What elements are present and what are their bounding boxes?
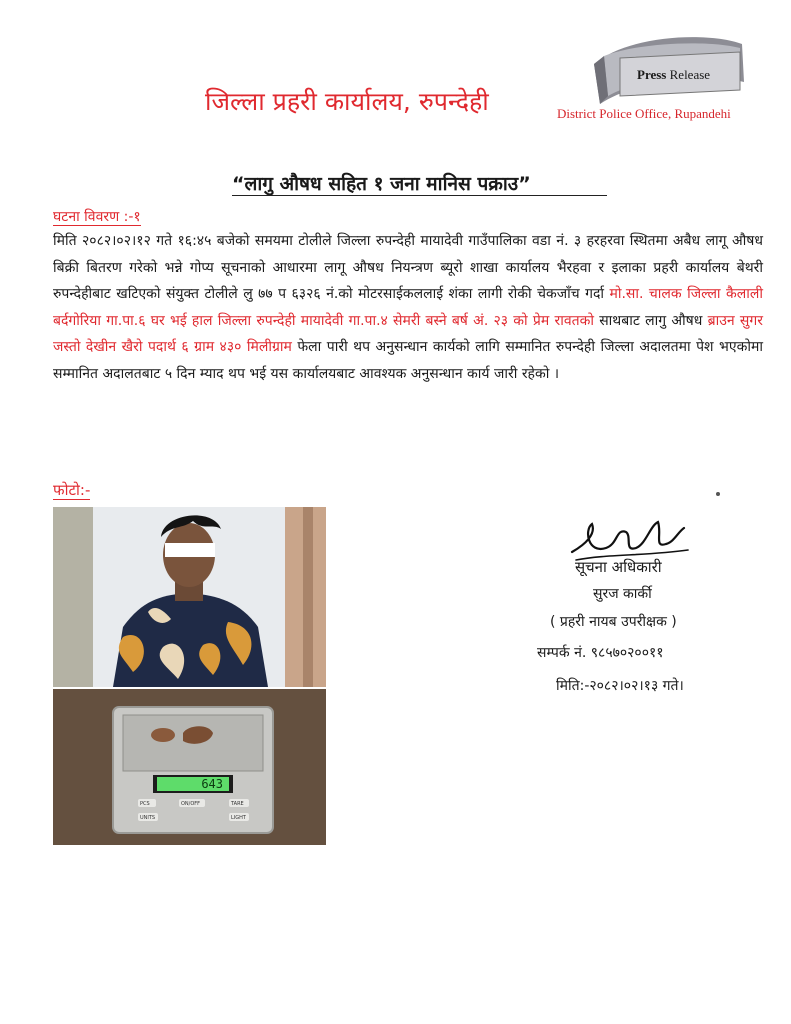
scale-button-label: ON/OFF: [181, 801, 201, 807]
evidence-photo-scale: [53, 689, 326, 845]
body-segment: मिति २०८२।०२।१२ गते १६:४५ बजेको समयमा टोलीले जिल्ला रुपन्देही मायादेवी गाउँपालिका वडा नं. ३ हरहरवा स्थितमा अबैध लागू औषध बिक्री बितरण गरेको भन्ने गोप्य सूचनाको आधारमा लागू औषध नियन्त्रण ब्यूरो शाखा कार्यालय भैरहवा र इलाका प्रहरी कार्यालय बेथरी रुपन्देहीबाट खटिएको संयुक्त टोलीले लु ७७ प ६३२६ नं.को मोटरसाईकललाई शंका लागी रोकी चेकजाँच गर्दा: [53, 233, 763, 302]
body-segment: साथबाट लागु औषध: [593, 312, 708, 329]
incident-heading-text: घटना विवरण :-१: [53, 209, 141, 225]
signatory-contact: सम्पर्क नं. ९८५७०२००११: [537, 645, 664, 661]
signatory-name: सुरज कार्की: [593, 586, 652, 602]
stray-dot: [716, 492, 720, 496]
press-word: Press: [637, 67, 667, 82]
signatory-rank: ( प्रहरी नायब उपरीक्षक ): [550, 614, 677, 630]
incident-heading: [53, 207, 141, 226]
scale-button-label: UNITS: [140, 815, 156, 821]
headline-underline: [232, 195, 607, 196]
release-word: Release: [666, 67, 711, 82]
scale-display-reading: 643: [201, 777, 223, 791]
scale-button-label: PCS: [140, 801, 150, 807]
body-segment: फेला पारी थप अनुसन्धान कार्यको लागि सम्मानित रुपन्देही जिल्ला अदालतमा पेश भएकोमा सम्मानित अदालतबाट ५ दिन म्याद थप भई यस कार्यालयबाट आवश्यक अनुसन्धान कार्य जारी रहेको ।: [53, 339, 763, 382]
incident-body: [53, 228, 763, 387]
scale-button-label: LIGHT: [231, 815, 246, 821]
photo-heading: [53, 480, 90, 500]
body-segment-highlight: मो.सा. चालक जिल्ला कैलाली बर्दगोरिया गा.पा.६ घर भई हाल जिल्ला रुपन्देही मायादेवी गा.पा.४ सेमरी बस्ने बर्ष अं. २३ को प्रेम रावतको: [53, 286, 763, 329]
scale-button-label: TARE: [231, 801, 244, 807]
release-date: मिति:-२०८२।०२।१३ गते।: [556, 678, 684, 694]
suspect-photo: [53, 507, 326, 687]
photo-heading-text: फोटो:-: [53, 481, 91, 499]
press-release-label: [637, 67, 710, 83]
office-title-nepali: जिल्ला प्रहरी कार्यालय, रुपन्देही: [205, 87, 489, 116]
office-name-english: District Police Office, Rupandehi: [557, 106, 731, 121]
signatory-title: सूचना अधिकारी: [575, 558, 662, 576]
body-segment-highlight: ब्राउन सुगर जस्तो देखीन खैरो पदार्थ ६ ग्राम ४३० मिलीग्राम: [53, 312, 763, 355]
headline: “लागु औषध सहित १ जना मानिस पक्राउ”: [232, 173, 531, 195]
